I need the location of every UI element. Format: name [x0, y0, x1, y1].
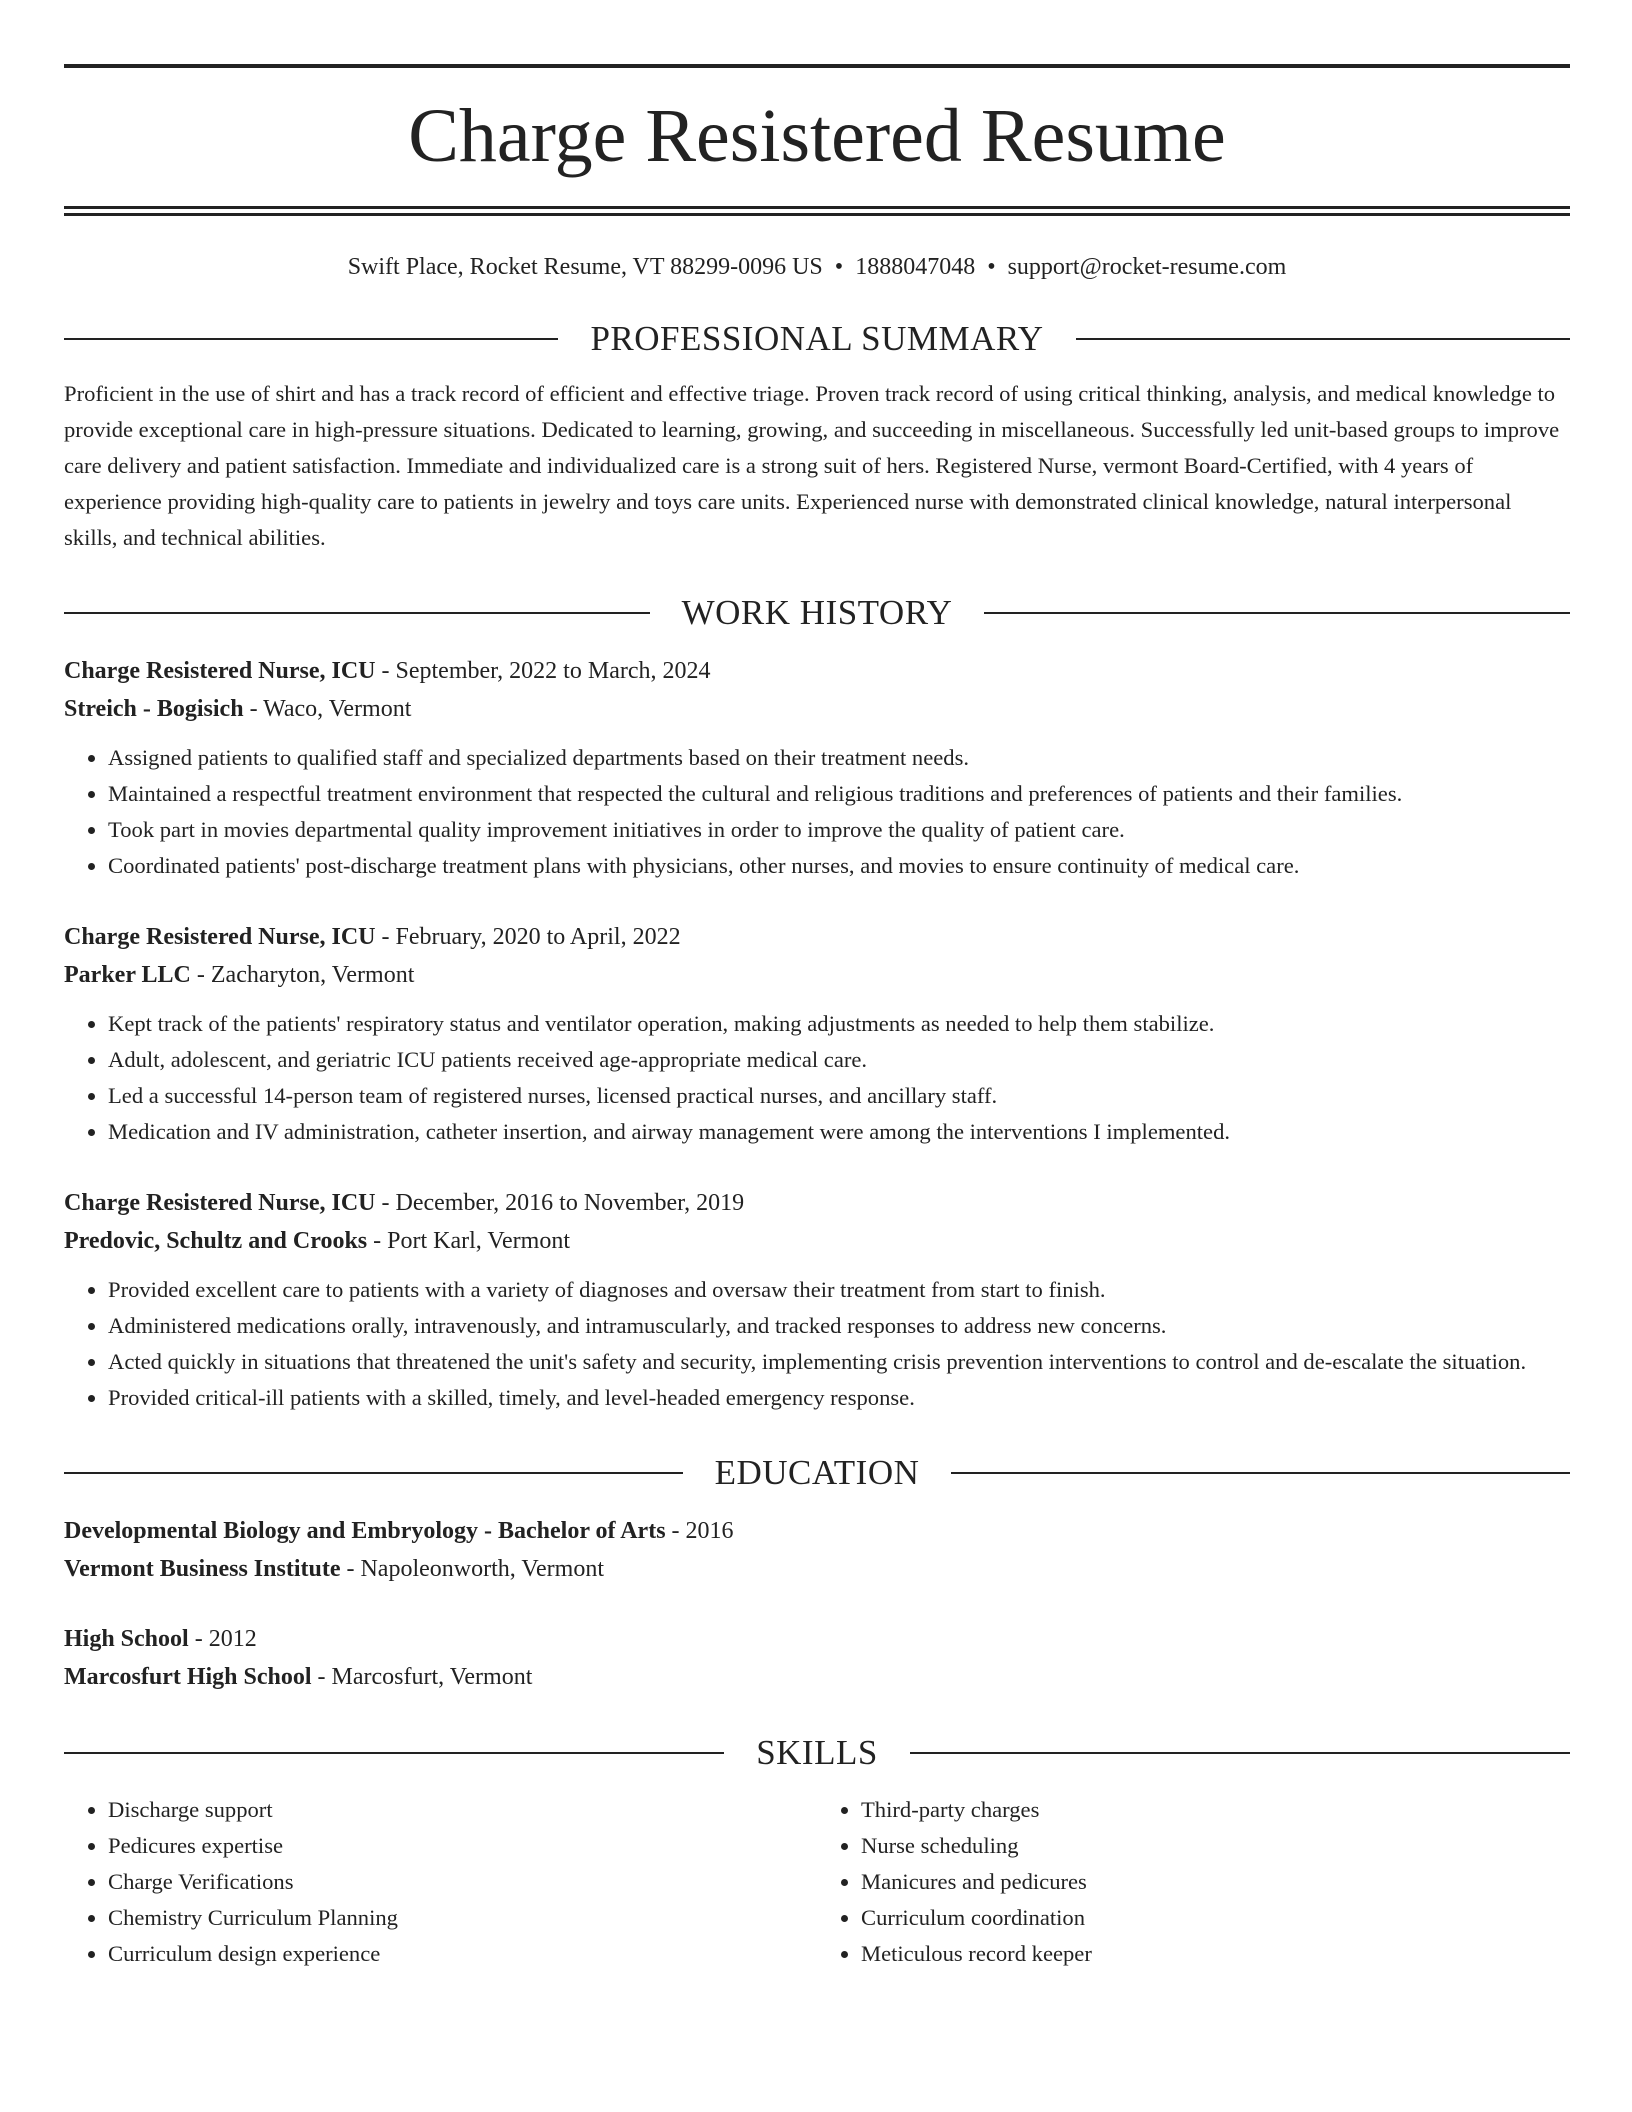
education-entry — [64, 1512, 1570, 1588]
education-degree-line — [64, 1512, 1570, 1550]
skills-list-left — [64, 1792, 817, 1972]
job-company: Predovic, Schultz and Crooks — [64, 1228, 368, 1254]
job-bullets — [64, 1272, 1570, 1416]
job-title: Charge Resistered Nurse, ICU — [64, 924, 376, 950]
education-school-line — [64, 1658, 1570, 1696]
list-item: • Assigned patients to qualified staff and specialized departments based on their treatment needs. — [108, 740, 1570, 776]
section-heading-skills — [64, 1732, 1570, 1774]
skill-item: • Curriculum design experience — [108, 1936, 817, 1972]
contact-line — [64, 252, 1570, 282]
job-entry — [64, 652, 1570, 884]
job-bullets — [64, 1006, 1570, 1150]
education-entry — [64, 1620, 1570, 1696]
education-location: - Marcosfurt, Vermont — [311, 1664, 533, 1690]
education-degree-line — [64, 1620, 1570, 1658]
education-school-line — [64, 1550, 1570, 1588]
contact-email: support@rocket-resume.com — [1007, 254, 1287, 280]
heading-rule — [1076, 338, 1570, 340]
education-year: - 2016 — [665, 1518, 734, 1544]
heading-rule — [910, 1752, 1570, 1754]
resume-title: Charge Resistered Resume — [408, 94, 1226, 178]
heading-rule — [64, 612, 650, 614]
job-location: - Waco, Vermont — [243, 696, 412, 722]
heading-rule — [64, 1752, 724, 1754]
job-title-line — [64, 1184, 1570, 1222]
list-item: • Provided excellent care to patients with a variety of diagnoses and oversaw their treatment from start to finish. — [108, 1272, 1570, 1308]
skill-item: • Charge Verifications — [108, 1864, 817, 1900]
list-item: • Provided critical-ill patients with a skilled, timely, and level-headed emergency response. — [108, 1380, 1570, 1416]
skills-columns — [64, 1792, 1570, 1972]
list-item: • Led a successful 14-person team of registered nurses, licensed practical nurses, and ancillary staff. — [108, 1078, 1570, 1114]
education-degree: Developmental Biology and Embryology - Bachelor of Arts — [64, 1518, 666, 1544]
skill-item: • Manicures and pedicures — [861, 1864, 1570, 1900]
job-entry — [64, 1184, 1570, 1416]
job-title: Charge Resistered Nurse, ICU — [64, 658, 376, 684]
contact-separator: • — [834, 254, 844, 280]
list-item: • Acted quickly in situations that threatened the unit's safety and security, implementing crisis prevention interventions to control and de-escalate the situation. — [108, 1344, 1570, 1380]
summary-paragraph: Proficient in the use of shirt and has a track record of efficient and effective triage. Proven track record of using critical thinking, analysis, and medical knowledge to provide exceptional care in high-pressure situations. Dedicated to learning, growing, and succeeding in miscellaneous. Successfully led unit-based groups to improve care delivery and patient satisfaction. Immediate and individualized care is a strong suit of hers. Registered Nurse, vermont Board-Certified, with 4 years of experience providing high-quality care to patients in jewelry and toys care units. Experienced nurse with demonstrated clinical knowledge, natural interpersonal skills, and technical abilities. — [64, 381, 1560, 550]
skill-item: • Meticulous record keeper — [861, 1936, 1570, 1972]
section-title: SKILLS — [756, 1733, 878, 1772]
section-title: PROFESSIONAL SUMMARY — [590, 319, 1044, 358]
title-double-rule — [64, 206, 1570, 216]
job-company-line — [64, 1222, 1570, 1260]
job-location: - Port Karl, Vermont — [367, 1228, 571, 1254]
job-dates: - February, 2020 to April, 2022 — [375, 924, 681, 950]
heading-rule — [984, 612, 1570, 614]
job-company: Parker LLC — [64, 962, 191, 988]
list-item: • Coordinated patients' post-discharge treatment plans with physicians, other nurses, and movies to ensure continuity of medical care. — [108, 848, 1570, 884]
job-entry — [64, 918, 1570, 1150]
job-bullets — [64, 740, 1570, 884]
contact-phone: 1888047048 — [855, 254, 976, 280]
education-location: - Napoleonworth, Vermont — [340, 1556, 604, 1582]
job-location: - Zacharyton, Vermont — [190, 962, 415, 988]
list-item: • Kept track of the patients' respiratory status and ventilator operation, making adjustments as needed to help them stabilize. — [108, 1006, 1570, 1042]
contact-separator: • — [987, 254, 996, 280]
job-title-line — [64, 918, 1570, 956]
skill-item: • Pedicures expertise — [108, 1828, 817, 1864]
list-item: • Medication and IV administration, catheter insertion, and airway management were among the interventions I implemented. — [108, 1114, 1570, 1150]
job-dates: - September, 2022 to March, 2024 — [375, 658, 711, 684]
education-school: Marcosfurt High School — [64, 1664, 312, 1690]
section-heading-summary — [64, 318, 1570, 360]
job-company: Streich - Bogisich — [64, 696, 244, 722]
section-heading-work-history — [64, 592, 1570, 634]
skill-item: • Nurse scheduling — [861, 1828, 1570, 1864]
education-year: - 2012 — [188, 1626, 257, 1652]
resume-page — [64, 64, 1570, 1972]
skill-item: • Chemistry Curriculum Planning — [108, 1900, 817, 1936]
list-item: • Administered medications orally, intravenously, and intramuscularly, and tracked responses to address new concerns. — [108, 1308, 1570, 1344]
skill-item: • Curriculum coordination — [861, 1900, 1570, 1936]
skill-item: • Discharge support — [108, 1792, 817, 1828]
education-degree: High School — [64, 1626, 189, 1652]
job-title: Charge Resistered Nurse, ICU — [64, 1190, 376, 1216]
job-title-line — [64, 652, 1570, 690]
job-company-line — [64, 690, 1570, 728]
education-school: Vermont Business Institute — [64, 1556, 341, 1582]
job-company-line — [64, 956, 1570, 994]
contact-address: Swift Place, Rocket Resume, VT 88299-0096 US — [347, 254, 823, 280]
list-item: • Took part in movies departmental quality improvement initiatives in order to improve the quality of patient care. — [108, 812, 1570, 848]
skills-list-right — [817, 1792, 1570, 1972]
heading-rule — [64, 338, 558, 340]
heading-rule — [951, 1472, 1570, 1474]
skill-item: • Third-party charges — [861, 1792, 1570, 1828]
list-item: • Adult, adolescent, and geriatric ICU patients received age-appropriate medical care. — [108, 1042, 1570, 1078]
section-title: EDUCATION — [714, 1453, 920, 1492]
job-dates: - December, 2016 to November, 2019 — [375, 1190, 745, 1216]
heading-rule — [64, 1472, 683, 1474]
list-item: • Maintained a respectful treatment environment that respected the cultural and religious traditions and preferences of patients and their families. — [108, 776, 1570, 812]
section-heading-education — [64, 1452, 1570, 1494]
section-title: WORK HISTORY — [681, 593, 953, 632]
